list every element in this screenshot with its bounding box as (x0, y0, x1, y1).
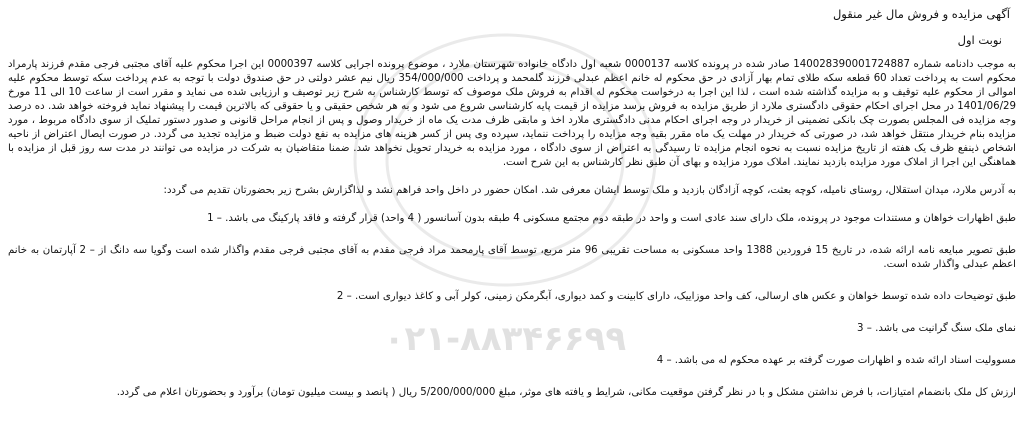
paragraph-valuation: ارزش کل ملک بانضمام امتیازات، با فرض نداشتن مشکل و با در نظر گرفتن موقعیت مکانی، شرایط و یافته های موثر، مبلغ 5/200/000/000 ریال ( پانصد و بیست میلیون تومان) برآورد و بحضورتان اعلام می گردد. (116, 387, 1016, 398)
announcement-title: آگهی مزایده و فروش مال غیر منقول (832, 7, 1010, 21)
announcement-round: نوبت اول (957, 33, 1002, 47)
paragraph-item-4: مسوولیت اسناد ارائه شده و اظهارات صورت گرفته بر عهده محکوم له می باشد. – 4 (656, 355, 1016, 366)
watermark-phone: ۰۲۱-۸۸۳۴۶۶۹۹ (383, 319, 627, 359)
paragraph-main: به موجب دادنامه شماره 140028390001724887 صادر شده در پرونده کلاسه 0000137 شعبه اول دادگاه خانواده شهرستان ملارد ، موضوع پرونده اجرایی کلاسه 0000397 این اجرا محکوم علیه آقای مجتبی فرجی مقدم فرزند پارمراد محکوم است به پرداخت تعداد 60 قطعه سکه طلای تمام بهار آزادی در حق محکوم له خانم اعظم عبدلی فرزند گلمحمد و پرداخت 354/000/000 ریال نیم عشر دولتی در حق صندوق دولت با توجه به عدم پرداخت سکه توسط محکوم علیه اموالی از محکوم علیه توقیف و به مزایده گذاشته شده است ، لذا این اجرا به درخواست محکوم له اقدام به فروش ملک موصوف که توسط کارشناس به شرح زیر توصیف و ارزیابی شده می نماید و مقرر است از ساعت 10 الی 11 مورخ 1401/06/29 در محل اجرای احکام حقوقی دادگستری ملارد از طریق مزایده به فروش برسد مزایده از قیمت پایه کارشناسی شروع می شود و به هر شخص حقیقی و یا حقوقی که بالاترین قیمت را پیشنهاد نماید فروخته خواهد شد. ده درصد وجه مزایده فی المجلس بصورت چک بانکی تضمینی از خریدار در وجه اجرای احکام مدنی دادگستری ملارد اخذ و مابقی ظرف مدت یک ماه از خریدار وصول و پس از انجام مراحل قانونی و صدور دستور تملیک از سوی دادگاه مربوط ، مورد مزایده بنام خریدار منتقل خواهد شد، در صورتی که خریدار در مهلت یک ماه مقرر بقیه وجه مزایده را پرداخت ننماید، سپرده وی پس از کسر هزینه های مزایده به نفع دولت ضبط و مزایده تجدید می گردد. در صورت ایصال اعتراض از ناحیه اشخاص ذینفع ظرف یک هفته از تاریخ مزایده نسبت به نحوه انجام مزایده تا رسیدگی به اعتراض از سوی دادگاه ، مورد مزایده به خریدار تحویل نخواهد شد. ضمنا متقاضیان به شرکت در مزایده می توانند در مدت سه روز قبل از مزایده با هماهنگی این اجرا از املاک مورد مزایده بازدید نمایند. املاک مورد مزایده و بهای آن طبق نظر کارشناس به این شرح است. (8, 59, 1016, 168)
paragraph-item-3: نمای ملک سنگ گرانیت می باشد. – 3 (857, 323, 1016, 334)
paragraph-item-2-features: طبق توضیحات داده شده توسط خواهان و عکس های ارسالی، کف واحد موزاییک، دارای کابینت و کمد دیواری، آبگرمکن زمینی، کولر آبی و کاغذ دیواری است. – 2 (336, 291, 1016, 302)
paragraph-address: به آدرس ملارد، میدان استقلال، روستای نامیله، کوچه بعثت، کوچه آزادگان بازدید و ملک توسط ایشان معرفی شد. امکان حضور در داخل واحد فراهم نشد و لذاگزارش بشرح زیر بحضورتان تقدیم می گردد: (163, 185, 1016, 196)
paragraph-item-2-deed: طبق تصویر مبایعه نامه ارائه شده، در تاریخ 15 فروردین 1388 واحد مسکونی به مساحت تقریبی 96 متر مربع، توسط آقای پارمحمد مراد فرجی مقدم به آقای مجتبی فرجی مقدم واگذار شده است وگویا سه دانگ از – 2 آپارتمان به خانم اعظم عبدلی واگذار شده است. (8, 245, 1017, 270)
paragraph-item-1: طبق اظهارات خواهان و مستندات موجود در پرونده، ملک دارای سند عادی است و واحد در طبقه دوم مجتمع مسکونی 4 طبقه بدون آسانسور ( 4 واحد) قرار گرفته و فاقد پارکینگ می باشد. – 1 (207, 213, 1016, 224)
